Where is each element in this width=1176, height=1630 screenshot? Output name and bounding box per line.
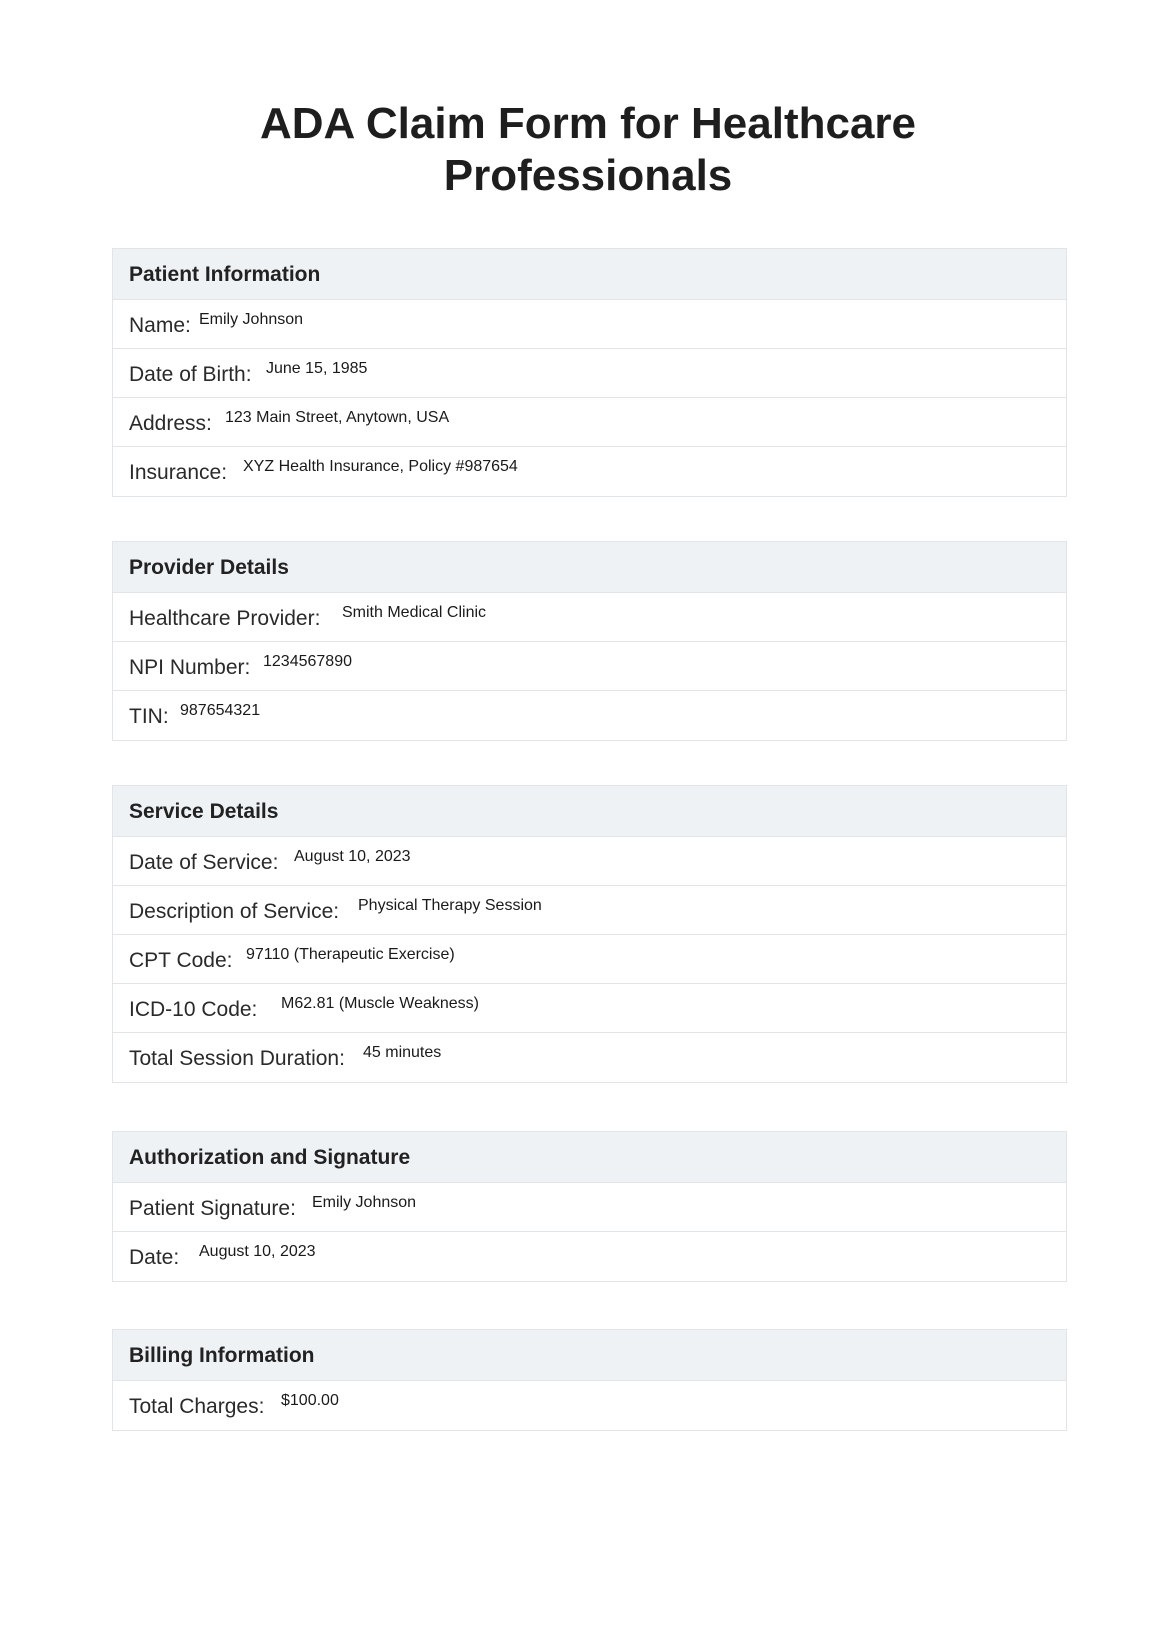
field-value-name: Emily Johnson xyxy=(199,311,304,328)
field-label: Description of Service: xyxy=(129,900,340,923)
field-label: Healthcare Provider: xyxy=(129,607,321,630)
form-row-patient-signature xyxy=(113,1183,1066,1232)
field-label: Date of Service: xyxy=(129,851,279,874)
field-value-patient-signature: Emily Johnson xyxy=(312,1194,417,1211)
form-row-npi-number xyxy=(113,642,1066,691)
form-row-date-of-service xyxy=(113,837,1066,886)
form-row-cpt-code xyxy=(113,935,1066,984)
field-value-npi-number: 1234567890 xyxy=(263,653,352,670)
field-value-cpt-code: 97110 (Therapeutic Exercise) xyxy=(246,946,455,963)
field-value-healthcare-provider: Smith Medical Clinic xyxy=(342,604,487,621)
section-heading: Billing Information xyxy=(113,1330,1066,1381)
field-label: Insurance: xyxy=(129,461,228,484)
section-heading: Provider Details xyxy=(113,542,1066,593)
field-value-signature-date: August 10, 2023 xyxy=(199,1243,316,1260)
service-details-section xyxy=(112,785,1067,1083)
field-value-icd-10-code: M62.81 (Muscle Weakness) xyxy=(281,995,479,1012)
field-value-insurance: XYZ Health Insurance, Policy #987654 xyxy=(243,458,518,475)
field-value-description-of-service: Physical Therapy Session xyxy=(358,897,542,914)
field-value-address: 123 Main Street, Anytown, USA xyxy=(225,409,450,426)
authorization-signature-section xyxy=(112,1131,1067,1282)
field-label: NPI Number: xyxy=(129,656,251,679)
form-row-description-of-service xyxy=(113,886,1066,935)
billing-information-section xyxy=(112,1329,1067,1431)
page-title-line-1: ADA Claim Form for Healthcare xyxy=(259,99,917,148)
field-label: Patient Signature: xyxy=(129,1197,296,1220)
field-value-total-charges: $100.00 xyxy=(281,1392,339,1409)
section-heading: Service Details xyxy=(113,786,1066,837)
field-label: Total Charges: xyxy=(129,1395,265,1418)
field-label: Name: xyxy=(129,314,191,337)
section-heading: Patient Information xyxy=(113,249,1066,300)
form-row-name xyxy=(113,300,1066,349)
page-title xyxy=(0,98,1176,202)
form-row-tin xyxy=(113,691,1066,740)
field-label: Date: xyxy=(129,1246,180,1269)
field-value-total-session-duration: 45 minutes xyxy=(363,1044,442,1061)
form-row-address xyxy=(113,398,1066,447)
form-row-date-of-birth xyxy=(113,349,1066,398)
field-label: Date of Birth: xyxy=(129,363,252,386)
form-row-icd-10-code xyxy=(113,984,1066,1033)
page-title-line-2: Professionals xyxy=(443,151,733,200)
form-row-signature-date xyxy=(113,1232,1066,1281)
patient-information-section xyxy=(112,248,1067,497)
form-row-insurance xyxy=(113,447,1066,496)
field-value-date-of-service: August 10, 2023 xyxy=(294,848,411,865)
field-label: Total Session Duration: xyxy=(129,1047,345,1070)
form-row-total-session-duration xyxy=(113,1033,1066,1082)
form-row-total-charges xyxy=(113,1381,1066,1430)
field-label: CPT Code: xyxy=(129,949,233,972)
field-label: Address: xyxy=(129,412,212,435)
form-row-healthcare-provider xyxy=(113,593,1066,642)
field-label: ICD-10 Code: xyxy=(129,998,258,1021)
section-heading: Authorization and Signature xyxy=(113,1132,1066,1183)
field-value-date-of-birth: June 15, 1985 xyxy=(266,360,368,377)
provider-details-section xyxy=(112,541,1067,741)
field-value-tin: 987654321 xyxy=(180,702,261,719)
field-label: TIN: xyxy=(129,705,169,728)
